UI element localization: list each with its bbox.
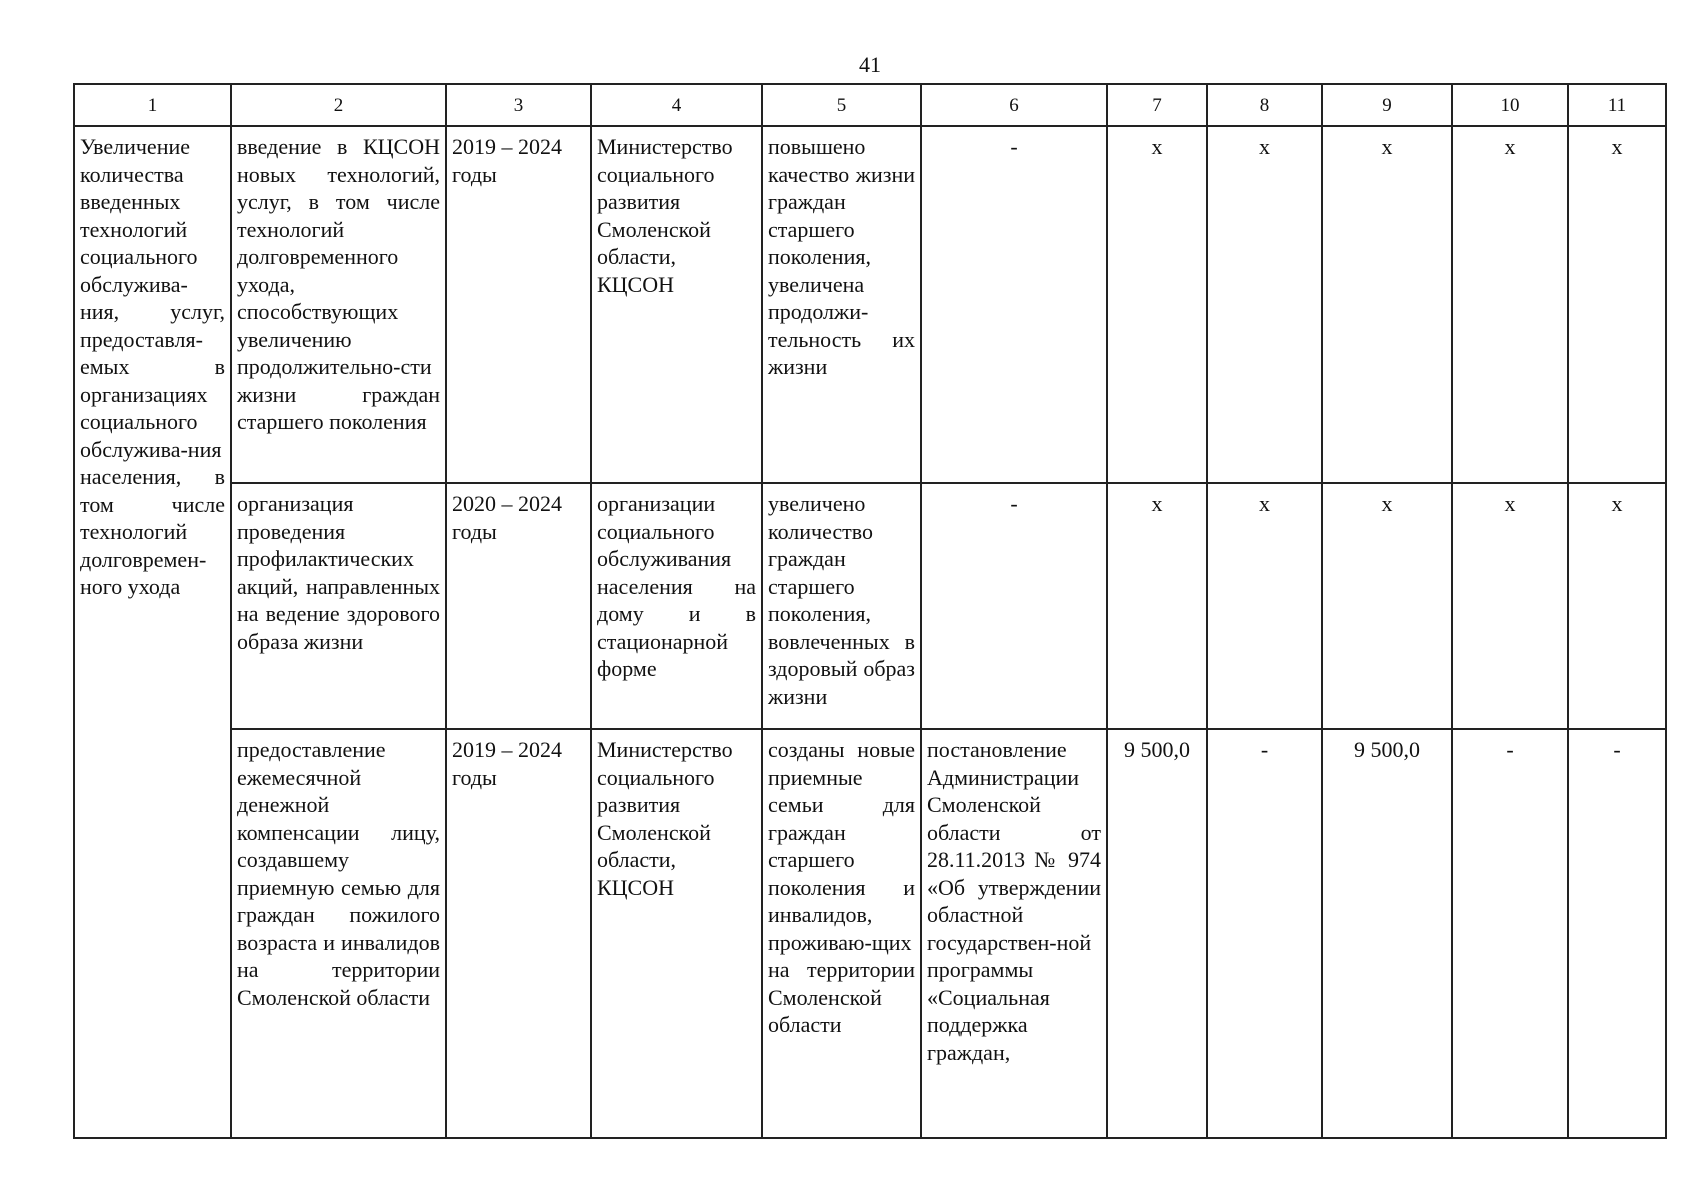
value-cell: - xyxy=(1568,729,1666,1138)
period-cell: 2019 – 2024 годы xyxy=(446,126,591,483)
value-cell: x xyxy=(1322,126,1452,483)
value-cell: 9 500,0 xyxy=(1322,729,1452,1138)
result-cell: созданы новые приемные семьи для граждан старшего поколения и инвалидов, проживаю-щих на территории Смоленской области xyxy=(762,729,921,1138)
executor-cell: Министерство социального развития Смоленской области, КЦСОН xyxy=(591,729,762,1138)
value-cell: x xyxy=(1452,483,1568,729)
header-cell: 7 xyxy=(1107,84,1207,126)
value-cell: x xyxy=(1207,483,1322,729)
executor-cell: Министерство социального развития Смоленской области, КЦСОН xyxy=(591,126,762,483)
value-cell: x xyxy=(1207,126,1322,483)
header-cell: 1 xyxy=(74,84,231,126)
header-cell: 9 xyxy=(1322,84,1452,126)
page-number: 41 xyxy=(859,52,881,77)
measure-cell: предоставление ежемесячной денежной компенсации лицу, создавшему приемную семью для граждан пожилого возраста и инвалидов на территории Смоленской области xyxy=(231,729,446,1138)
value-cell: x xyxy=(1107,126,1207,483)
result-cell: увеличено количество граждан старшего поколения, вовлеченных в здоровый образ жизни xyxy=(762,483,921,729)
measure-cell: организация проведения профилактических акций, направленных на ведение здорового образа жизни xyxy=(231,483,446,729)
value-cell: x xyxy=(1568,483,1666,729)
value-cell: - xyxy=(1452,729,1568,1138)
table-row xyxy=(74,729,1666,1138)
value-cell: x xyxy=(1322,483,1452,729)
result-cell: повышено качество жизни граждан старшего поколения, увеличена продолжи-тельность их жизни xyxy=(762,126,921,483)
value-cell: 9 500,0 xyxy=(1107,729,1207,1138)
document-cell: - xyxy=(921,126,1107,483)
value-cell: - xyxy=(1207,729,1322,1138)
header-cell: 5 xyxy=(762,84,921,126)
goal-cell: Увеличение количества введенных технологий социального обслужива-ния, услуг, предоставля-емых в организациях социального обслужива-ния населения, в том числе технологий долговремен-ного ухода xyxy=(74,126,231,1138)
document-cell: - xyxy=(921,483,1107,729)
document-cell: постановление Администрации Смоленской области от 28.11.2013 № 974 «Об утверждении областной государствен-ной программы «Социальная поддержка граждан, xyxy=(921,729,1107,1138)
header-cell: 11 xyxy=(1568,84,1666,126)
header-cell: 6 xyxy=(921,84,1107,126)
measure-cell: введение в КЦСОН новых технологий, услуг, в том числе технологий долговременного ухода, способствующих увеличению продолжительно-сти жизни граждан старшего поколения xyxy=(231,126,446,483)
executor-cell: организации социального обслуживания населения на дому и в стационарной форме xyxy=(591,483,762,729)
header-cell: 4 xyxy=(591,84,762,126)
program-table xyxy=(73,83,1667,1139)
header-cell: 3 xyxy=(446,84,591,126)
header-cell: 8 xyxy=(1207,84,1322,126)
value-cell: x xyxy=(1568,126,1666,483)
value-cell: x xyxy=(1107,483,1207,729)
period-cell: 2019 – 2024 годы xyxy=(446,729,591,1138)
header-cell: 2 xyxy=(231,84,446,126)
value-cell: x xyxy=(1452,126,1568,483)
table-row xyxy=(74,483,1666,729)
table-row xyxy=(74,126,1666,483)
header-cell: 10 xyxy=(1452,84,1568,126)
period-cell: 2020 – 2024 годы xyxy=(446,483,591,729)
header-row xyxy=(74,84,1666,126)
